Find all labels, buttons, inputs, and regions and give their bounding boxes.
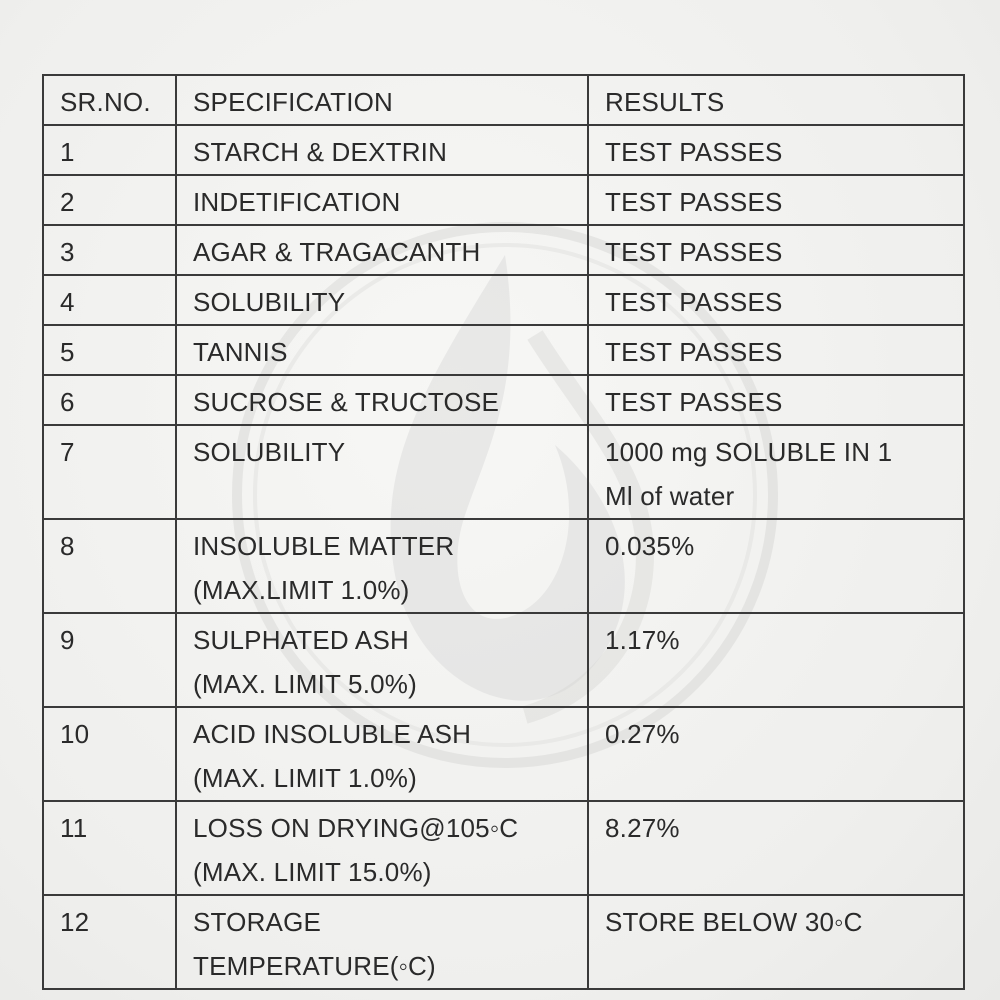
table-row (43, 519, 964, 613)
result-line: 1.17% (605, 625, 680, 655)
result-line: 1000 mg SOLUBLE IN 1 (605, 437, 893, 467)
table-row (43, 175, 964, 225)
result-line: Ml of water (605, 481, 735, 511)
specification-line: SOLUBILITY (193, 287, 346, 317)
specification-line: LOSS ON DRYING@105◦C (193, 813, 519, 843)
cell-result (588, 375, 964, 425)
result-line: STORE BELOW 30◦C (605, 907, 863, 937)
cell-result (588, 125, 964, 175)
cell-sr-no: 2 (43, 175, 176, 225)
cell-sr-no: 3 (43, 225, 176, 275)
specification-line: (MAX. LIMIT 1.0%) (193, 763, 417, 793)
result-line: TEST PASSES (605, 137, 783, 167)
cell-specification (176, 707, 588, 801)
specification-table (42, 74, 965, 990)
cell-sr-no: 10 (43, 707, 176, 801)
cell-specification (176, 375, 588, 425)
table-body (43, 125, 964, 989)
cell-sr-no: 4 (43, 275, 176, 325)
specification-line: (MAX. LIMIT 5.0%) (193, 669, 417, 699)
table-row (43, 375, 964, 425)
cell-result (588, 275, 964, 325)
cell-sr-no: 6 (43, 375, 176, 425)
specification-line: TEMPERATURE(◦C) (193, 951, 436, 981)
cell-specification (176, 519, 588, 613)
cell-result (588, 225, 964, 275)
cell-result (588, 613, 964, 707)
result-line: TEST PASSES (605, 237, 783, 267)
cell-sr-no: 8 (43, 519, 176, 613)
result-line: TEST PASSES (605, 387, 783, 417)
result-line: 0.27% (605, 719, 680, 749)
result-line: TEST PASSES (605, 187, 783, 217)
table-row (43, 325, 964, 375)
cell-sr-no: 1 (43, 125, 176, 175)
specification-line: SOLUBILITY (193, 437, 346, 467)
cell-result (588, 325, 964, 375)
cell-result (588, 175, 964, 225)
table-row (43, 801, 964, 895)
result-line: 0.035% (605, 531, 695, 561)
cell-specification (176, 425, 588, 519)
cell-specification (176, 895, 588, 989)
table-row (43, 225, 964, 275)
cell-result (588, 895, 964, 989)
header-results: RESULTS (588, 75, 964, 125)
result-line: TEST PASSES (605, 287, 783, 317)
table-row (43, 125, 964, 175)
table-row (43, 425, 964, 519)
result-line: TEST PASSES (605, 337, 783, 367)
cell-sr-no: 11 (43, 801, 176, 895)
header-specification: SPECIFICATION (176, 75, 588, 125)
specification-line: ACID INSOLUBLE ASH (193, 719, 472, 749)
cell-sr-no: 7 (43, 425, 176, 519)
cell-result (588, 519, 964, 613)
cell-specification (176, 325, 588, 375)
specification-line: STORAGE (193, 907, 322, 937)
cell-specification (176, 613, 588, 707)
result-line: 8.27% (605, 813, 680, 843)
specification-line: AGAR & TRAGACANTH (193, 237, 481, 267)
cell-specification (176, 125, 588, 175)
specification-line: SUCROSE & TRUCTOSE (193, 387, 500, 417)
header-sr-no: SR.NO. (43, 75, 176, 125)
cell-sr-no: 9 (43, 613, 176, 707)
specification-line: INDETIFICATION (193, 187, 401, 217)
table-row (43, 613, 964, 707)
specification-line: (MAX.LIMIT 1.0%) (193, 575, 410, 605)
cell-result (588, 425, 964, 519)
specification-line: (MAX. LIMIT 15.0%) (193, 857, 432, 887)
cell-specification (176, 225, 588, 275)
cell-sr-no: 5 (43, 325, 176, 375)
table-row (43, 275, 964, 325)
cell-sr-no: 12 (43, 895, 176, 989)
table-row (43, 895, 964, 989)
cell-specification (176, 801, 588, 895)
specification-line: STARCH & DEXTRIN (193, 137, 448, 167)
table-header-row (43, 75, 964, 125)
specification-line: SULPHATED ASH (193, 625, 409, 655)
table-row (43, 707, 964, 801)
specification-line: TANNIS (193, 337, 288, 367)
cell-result (588, 707, 964, 801)
cell-specification (176, 175, 588, 225)
cell-result (588, 801, 964, 895)
specification-line: INSOLUBLE MATTER (193, 531, 455, 561)
cell-specification (176, 275, 588, 325)
